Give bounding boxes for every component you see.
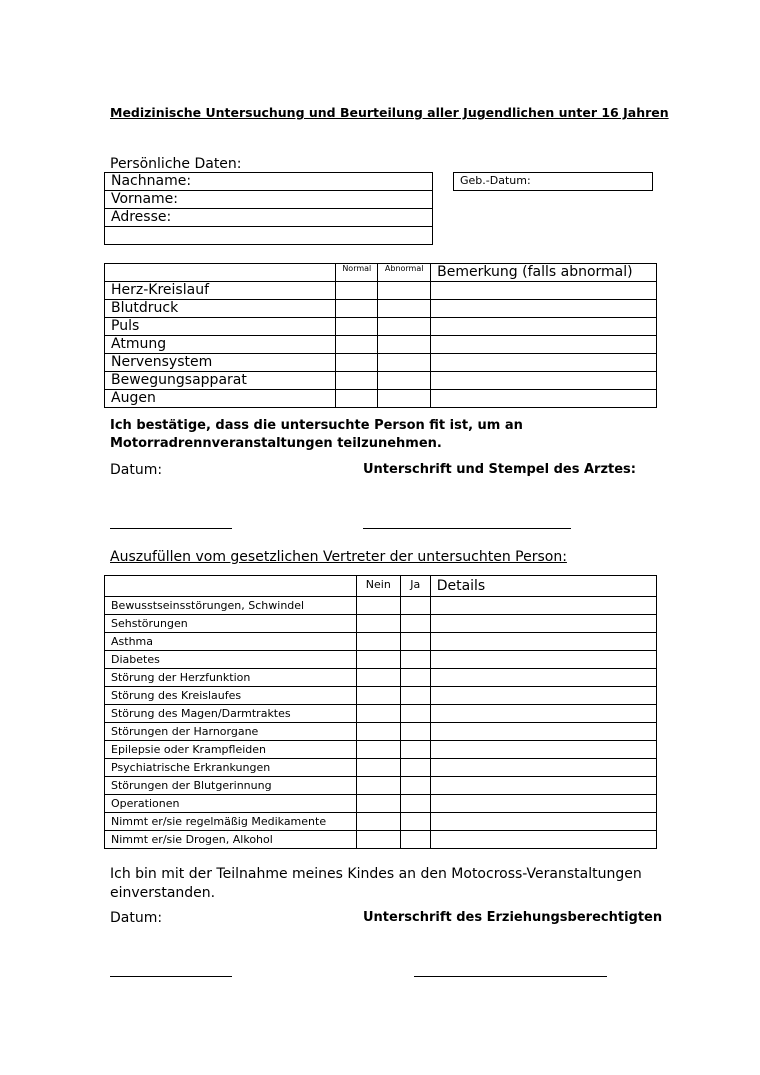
guardian-header-blank bbox=[105, 576, 357, 597]
exam-row-label: Puls bbox=[105, 318, 336, 336]
exam-remark-cell[interactable] bbox=[431, 336, 657, 354]
table-row bbox=[105, 633, 657, 651]
guardian-date-label: Datum: bbox=[110, 910, 163, 926]
birthdate-table bbox=[453, 172, 653, 191]
guardian-row-label: Psychiatrische Erkrankungen bbox=[105, 759, 357, 777]
guardian-header-details: Details bbox=[430, 576, 656, 597]
exam-remark-cell[interactable] bbox=[431, 300, 657, 318]
exam-table bbox=[104, 263, 657, 408]
guardian-yes-cell[interactable] bbox=[400, 615, 430, 633]
table-row bbox=[105, 777, 657, 795]
guardian-header-row bbox=[105, 576, 657, 597]
exam-abnormal-cell[interactable] bbox=[378, 318, 431, 336]
guardian-row-label: Störung des Magen/Darmtraktes bbox=[105, 705, 357, 723]
guardian-consent-line1: Ich bin mit der Teilnahme meines Kindes an den Motocross-Veranstaltungen bbox=[110, 866, 642, 882]
guardian-yes-cell[interactable] bbox=[400, 795, 430, 813]
exam-row-label: Herz-Kreislauf bbox=[105, 282, 336, 300]
guardian-details-cell[interactable] bbox=[430, 633, 656, 651]
exam-normal-cell[interactable] bbox=[336, 354, 378, 372]
guardian-details-cell[interactable] bbox=[430, 813, 656, 831]
table-row bbox=[105, 687, 657, 705]
exam-normal-cell[interactable] bbox=[336, 372, 378, 390]
guardian-details-cell[interactable] bbox=[430, 687, 656, 705]
exam-normal-cell[interactable] bbox=[336, 390, 378, 408]
table-row bbox=[105, 651, 657, 669]
doctor-signature-label: Unterschrift und Stempel des Arztes: bbox=[363, 462, 636, 477]
exam-abnormal-cell[interactable] bbox=[378, 300, 431, 318]
table-row bbox=[105, 759, 657, 777]
doctor-signature-line[interactable] bbox=[363, 528, 571, 529]
table-row bbox=[105, 813, 657, 831]
personal-data-table bbox=[104, 172, 433, 245]
guardian-no-cell[interactable] bbox=[356, 777, 400, 795]
table-row bbox=[105, 795, 657, 813]
guardian-yes-cell[interactable] bbox=[400, 831, 430, 849]
table-row bbox=[105, 227, 433, 245]
guardian-no-cell[interactable] bbox=[356, 723, 400, 741]
guardian-no-cell[interactable] bbox=[356, 669, 400, 687]
exam-header-normal: Normal bbox=[336, 264, 378, 282]
table-row bbox=[105, 209, 433, 227]
guardian-yes-cell[interactable] bbox=[400, 723, 430, 741]
guardian-yes-cell[interactable] bbox=[400, 597, 430, 615]
guardian-signature-line[interactable] bbox=[414, 976, 607, 977]
guardian-yes-cell[interactable] bbox=[400, 741, 430, 759]
table-row bbox=[105, 318, 657, 336]
guardian-details-cell[interactable] bbox=[430, 795, 656, 813]
guardian-yes-cell[interactable] bbox=[400, 669, 430, 687]
exam-remark-cell[interactable] bbox=[431, 372, 657, 390]
table-row bbox=[105, 831, 657, 849]
exam-row-label: Atmung bbox=[105, 336, 336, 354]
table-row bbox=[105, 336, 657, 354]
exam-remark-cell[interactable] bbox=[431, 354, 657, 372]
exam-row-label: Blutdruck bbox=[105, 300, 336, 318]
exam-row-label: Bewegungsapparat bbox=[105, 372, 336, 390]
guardian-no-cell[interactable] bbox=[356, 633, 400, 651]
guardian-row-label: Bewusstseinsstörungen, Schwindel bbox=[105, 597, 357, 615]
guardian-row-label: Asthma bbox=[105, 633, 357, 651]
guardian-details-cell[interactable] bbox=[430, 597, 656, 615]
guardian-yes-cell[interactable] bbox=[400, 705, 430, 723]
table-row bbox=[105, 741, 657, 759]
exam-remark-cell[interactable] bbox=[431, 282, 657, 300]
guardian-yes-cell[interactable] bbox=[400, 777, 430, 795]
table-row bbox=[105, 390, 657, 408]
exam-header-row bbox=[105, 264, 657, 282]
exam-remark-cell[interactable] bbox=[431, 318, 657, 336]
table-row bbox=[105, 723, 657, 741]
document-title: Medizinische Untersuchung und Beurteilung aller Jugendlichen unter 16 Jahren bbox=[110, 105, 669, 120]
table-row bbox=[105, 191, 433, 209]
doctor-date-line[interactable] bbox=[110, 528, 232, 529]
guardian-details-cell[interactable] bbox=[430, 759, 656, 777]
table-row bbox=[105, 597, 657, 615]
doctor-confirm-line1: Ich bestätige, dass die untersuchte Person fit ist, um an bbox=[110, 418, 523, 433]
address-field-extra[interactable] bbox=[105, 227, 433, 245]
guardian-row-label: Störung der Herzfunktion bbox=[105, 669, 357, 687]
guardian-details-cell[interactable] bbox=[430, 777, 656, 795]
table-row bbox=[105, 669, 657, 687]
guardian-header-yes: Ja bbox=[400, 576, 430, 597]
guardian-no-cell[interactable] bbox=[356, 831, 400, 849]
exam-abnormal-cell[interactable] bbox=[378, 282, 431, 300]
table-row bbox=[105, 372, 657, 390]
guardian-details-cell[interactable] bbox=[430, 741, 656, 759]
guardian-no-cell[interactable] bbox=[356, 687, 400, 705]
table-row bbox=[105, 173, 433, 191]
guardian-signature-label: Unterschrift des Erziehungsberechtigten bbox=[363, 910, 663, 925]
lastname-field[interactable]: Nachname: bbox=[105, 173, 433, 191]
guardian-row-label: Diabetes bbox=[105, 651, 357, 669]
guardian-row-label: Störungen der Blutgerinnung bbox=[105, 777, 357, 795]
exam-abnormal-cell[interactable] bbox=[378, 372, 431, 390]
guardian-details-cell[interactable] bbox=[430, 723, 656, 741]
address-field[interactable]: Adresse: bbox=[105, 209, 433, 227]
guardian-details-cell[interactable] bbox=[430, 705, 656, 723]
exam-header-blank bbox=[105, 264, 336, 282]
exam-abnormal-cell[interactable] bbox=[378, 336, 431, 354]
guardian-no-cell[interactable] bbox=[356, 813, 400, 831]
table-row bbox=[105, 705, 657, 723]
guardian-yes-cell[interactable] bbox=[400, 813, 430, 831]
guardian-no-cell[interactable] bbox=[356, 705, 400, 723]
table-row bbox=[105, 300, 657, 318]
doctor-confirm-line2: Motorradrennveranstaltungen teilzunehmen. bbox=[110, 436, 442, 451]
exam-normal-cell[interactable] bbox=[336, 282, 378, 300]
guardian-yes-cell[interactable] bbox=[400, 687, 430, 705]
guardian-consent-line2: einverstanden. bbox=[110, 885, 216, 901]
guardian-row-label: Sehstörungen bbox=[105, 615, 357, 633]
exam-normal-cell[interactable] bbox=[336, 336, 378, 354]
guardian-date-line[interactable] bbox=[110, 976, 232, 977]
guardian-no-cell[interactable] bbox=[356, 741, 400, 759]
birthdate-field[interactable]: Geb.-Datum: bbox=[454, 173, 653, 191]
guardian-header-no: Nein bbox=[356, 576, 400, 597]
personal-data-heading: Persönliche Daten: bbox=[110, 156, 242, 172]
guardian-details-cell[interactable] bbox=[430, 669, 656, 687]
doctor-date-label: Datum: bbox=[110, 462, 163, 478]
guardian-no-cell[interactable] bbox=[356, 615, 400, 633]
exam-abnormal-cell[interactable] bbox=[378, 390, 431, 408]
guardian-row-label: Störung des Kreislaufes bbox=[105, 687, 357, 705]
table-row bbox=[105, 615, 657, 633]
guardian-details-cell[interactable] bbox=[430, 831, 656, 849]
firstname-field[interactable]: Vorname: bbox=[105, 191, 433, 209]
guardian-yes-cell[interactable] bbox=[400, 759, 430, 777]
exam-normal-cell[interactable] bbox=[336, 300, 378, 318]
guardian-details-cell[interactable] bbox=[430, 651, 656, 669]
guardian-row-label: Operationen bbox=[105, 795, 357, 813]
table-row bbox=[105, 354, 657, 372]
guardian-heading: Auszufüllen vom gesetzlichen Vertreter der untersuchten Person: bbox=[110, 549, 567, 565]
guardian-row-label: Nimmt er/sie regelmäßig Medikamente bbox=[105, 813, 357, 831]
exam-header-abnormal: Abnormal bbox=[378, 264, 431, 282]
guardian-no-cell[interactable] bbox=[356, 597, 400, 615]
guardian-table bbox=[104, 575, 657, 849]
exam-normal-cell[interactable] bbox=[336, 318, 378, 336]
guardian-row-label: Störungen der Harnorgane bbox=[105, 723, 357, 741]
guardian-row-label: Epilepsie oder Krampfleiden bbox=[105, 741, 357, 759]
exam-remark-cell[interactable] bbox=[431, 390, 657, 408]
exam-row-label: Nervensystem bbox=[105, 354, 336, 372]
exam-abnormal-cell[interactable] bbox=[378, 354, 431, 372]
exam-header-remark: Bemerkung (falls abnormal) bbox=[431, 264, 657, 282]
guardian-no-cell[interactable] bbox=[356, 759, 400, 777]
guardian-details-cell[interactable] bbox=[430, 615, 656, 633]
guardian-yes-cell[interactable] bbox=[400, 651, 430, 669]
guardian-no-cell[interactable] bbox=[356, 795, 400, 813]
table-row bbox=[105, 282, 657, 300]
guardian-no-cell[interactable] bbox=[356, 651, 400, 669]
exam-row-label: Augen bbox=[105, 390, 336, 408]
guardian-row-label: Nimmt er/sie Drogen, Alkohol bbox=[105, 831, 357, 849]
guardian-yes-cell[interactable] bbox=[400, 633, 430, 651]
